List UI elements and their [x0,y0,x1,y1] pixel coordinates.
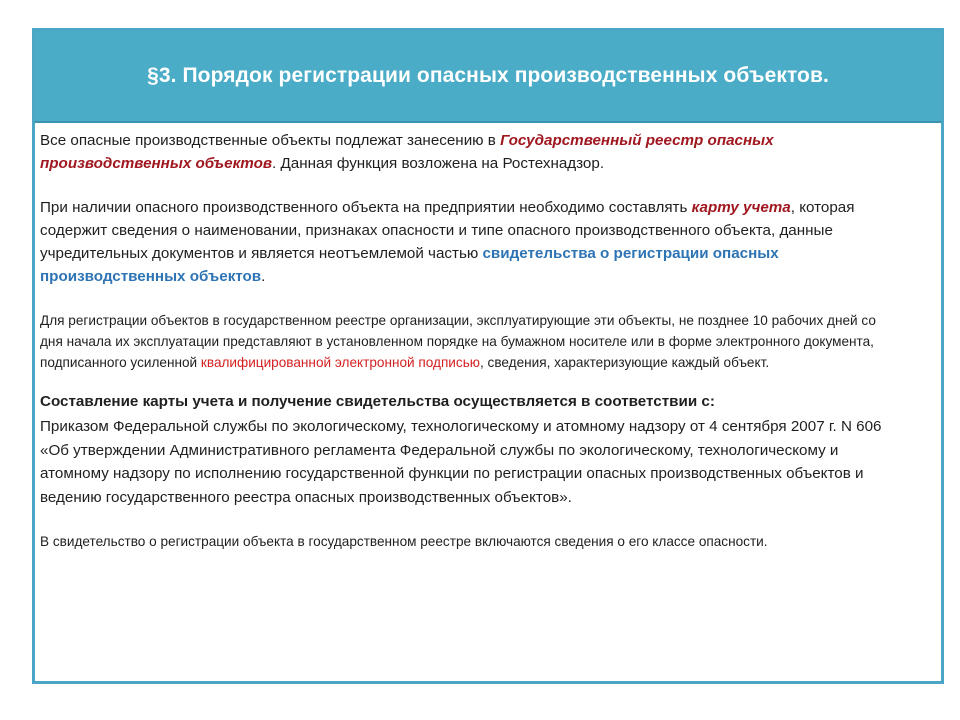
paragraph-registration-deadline: Для регистрации объектов в государственном реестре организации, эксплуатирующие эти объекты, не позднее 10 рабочих дней со дня начала их эксплуатации представляют в установленном порядке на бумажном носителе или в форме электронного документа, подписанного усиленной квалифицированной электронной подписью, сведения, характеризующие каждый объект. [40,313,876,370]
registry-highlight: Государственный реестр опасных производственных объектов [40,132,774,172]
signature-highlight: квалифицированной электронной подписью [200,355,480,370]
account-card-highlight: карту учета [691,199,791,216]
paragraph-basis-heading: Составление карты учета и получение свидетельства осуществляется в соответствии с: [40,393,715,410]
slide-content [40,129,900,552]
slide-title: §3. Порядок регистрации опасных производственных объектов. [147,64,829,87]
paragraph-account-card: При наличии опасного производственного объекта на предприятии необходимо составлять карту учета, которая содержит сведения о наименовании, признаках опасности и типе опасного производственного объекта, данные учредительных документов и является неотъемлемой частью свидетельства о регистрации опасных производственных объектов. [40,199,855,285]
paragraph-order-606: Приказом Федеральной службы по экологическому, технологическому и атомному надзору от 4 сентября 2007 г. N 606 «Об утверждении Административного регламента Федеральной службы по экологическому, технологическому и атомному надзору по исполнению государственной функции по регистрации опасных производственных объектов и ведению государственного реестра опасных производственных объектов». [40,418,882,506]
slide-header [35,31,941,123]
paragraph-registry: Все опасные производственные объекты подлежат занесению в Государственный реестр опасных производственных объектов. Данная функция возложена на Ростехнадзор. [40,132,774,172]
paragraph-hazard-class: В свидетельство о регистрации объекта в государственном реестре включаются сведения о его классе опасности. [40,534,768,550]
certificate-highlight: свидетельства о регистрации опасных производственных объектов [40,245,779,285]
